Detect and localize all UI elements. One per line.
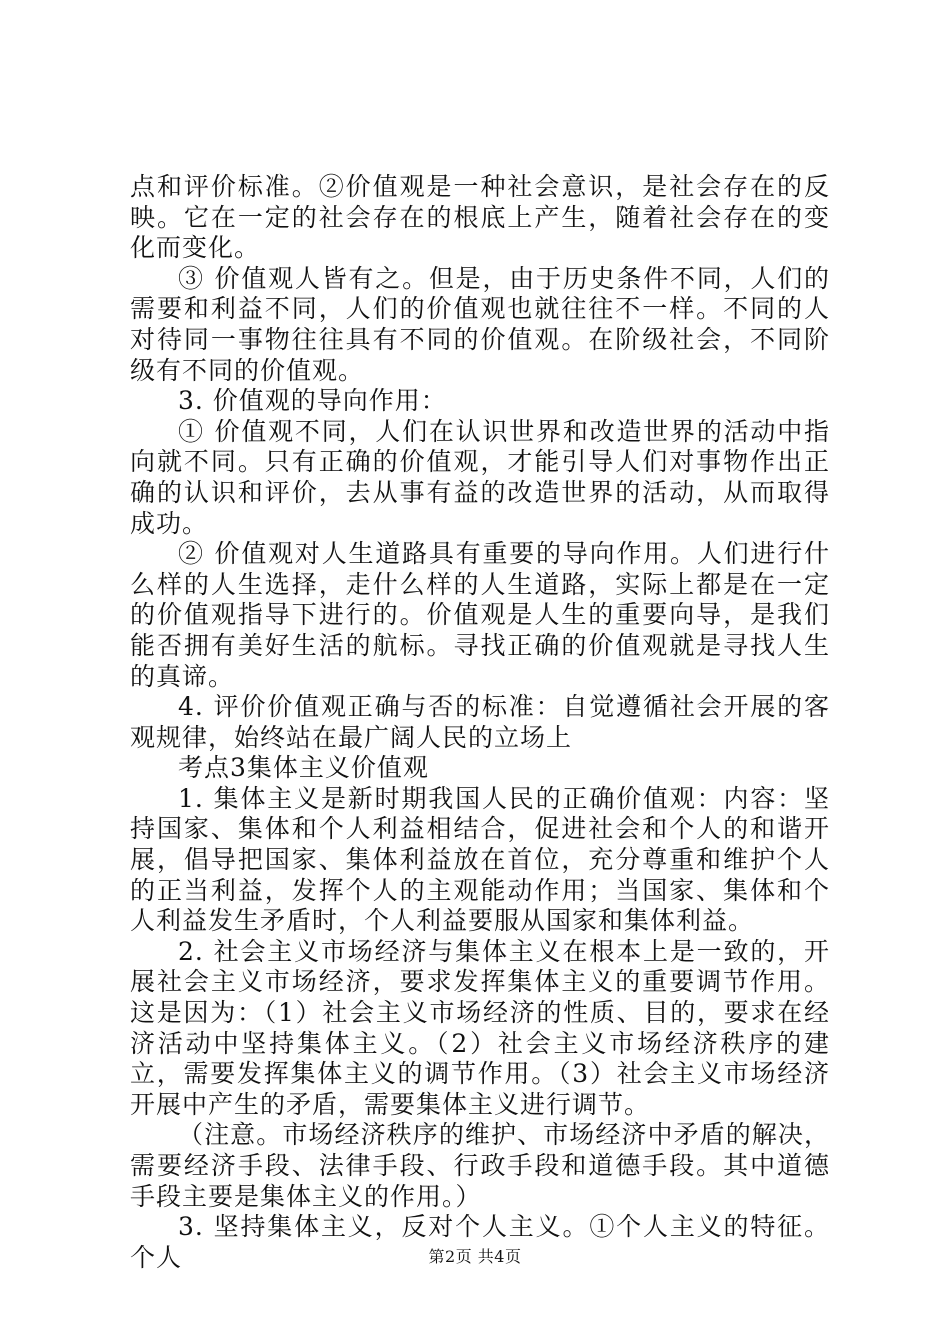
document-body (130, 172, 830, 1273)
paragraph-guidance-1: ① 价值观不同，人们在认识世界和改造世界的活动中指向就不同。只有正确的价值观，才能引导人们对事物作出正确的认识和评价，去从事有益的改造世界的活动，从而取得成功。 (130, 416, 830, 538)
paragraph-guidance-2: ② 价值观对人生道路具有重要的导向作用。人们进行什么样的人生选择，走什么样的人生道路，实际上都是在一定的价值观指导下进行的。价值观是人生的重要向导，是我们能否拥有美好生活的航标。寻找正确的价值观就是寻找人生的真谛。 (130, 539, 830, 691)
section-heading-guidance: 3. 价值观的导向作用： (178, 386, 447, 416)
section-heading-collectivism: 考点3集体主义价值观 (178, 753, 429, 783)
paragraph-collectivism-3: 3. 坚持集体主义，反对个人主义。①个人主义的特征。个人 (130, 1212, 830, 1272)
paragraph-evaluation-standard: 4. 评价价值观正确与否的标准：自觉遵循社会开展的客观规律，始终站在最广阔人民的立场上 (130, 692, 830, 752)
page-footer: 第2页 共4页 (428, 1247, 522, 1266)
paragraph-collectivism-1: 1. 集体主义是新时期我国人民的正确价值观：内容：坚持国家、集体和个人利益相结合，促进社会和个人的和谐开展，倡导把国家、集体利益放在首位，充分尊重和维护个人的正当利益，发挥个人的主观能动作用；当国家、集体和个人利益发生矛盾时，个人利益要服从国家和集体利益。 (130, 783, 830, 936)
paragraph-collectivism-2: 2. 社会主义市场经济与集体主义在根本上是一致的，开展社会主义市场经济，要求发挥集体主义的重要调节作用。这是因为：（1）社会主义市场经济的性质、目的，要求在经济活动中坚持集体主义。（2）社会主义市场经济秩序的建立，需要发挥集体主义的调节作用。（3）社会主义市场经济开展中产生的矛盾，需要集体主义进行调节。 (130, 936, 830, 1119)
paragraph-continuation: 点和评价标准。②价值观是一种社会意识，是社会存在的反映。它在一定的社会存在的根底上产生，随着社会存在的变化而变化。 (130, 172, 830, 263)
paragraph-point-3: ③ 价值观人皆有之。但是，由于历史条件不同，人们的需要和利益不同，人们的价值观也就往往不一样。不同的人对待同一事物往往具有不同的价值观。在阶级社会，不同阶级有不同的价值观。 (130, 263, 830, 385)
paragraph-note: （注意。市场经济秩序的维护、市场经济中矛盾的解决，需要经济手段、法律手段、行政手段和道德手段。其中道德手段主要是集体主义的作用。） (130, 1120, 830, 1211)
